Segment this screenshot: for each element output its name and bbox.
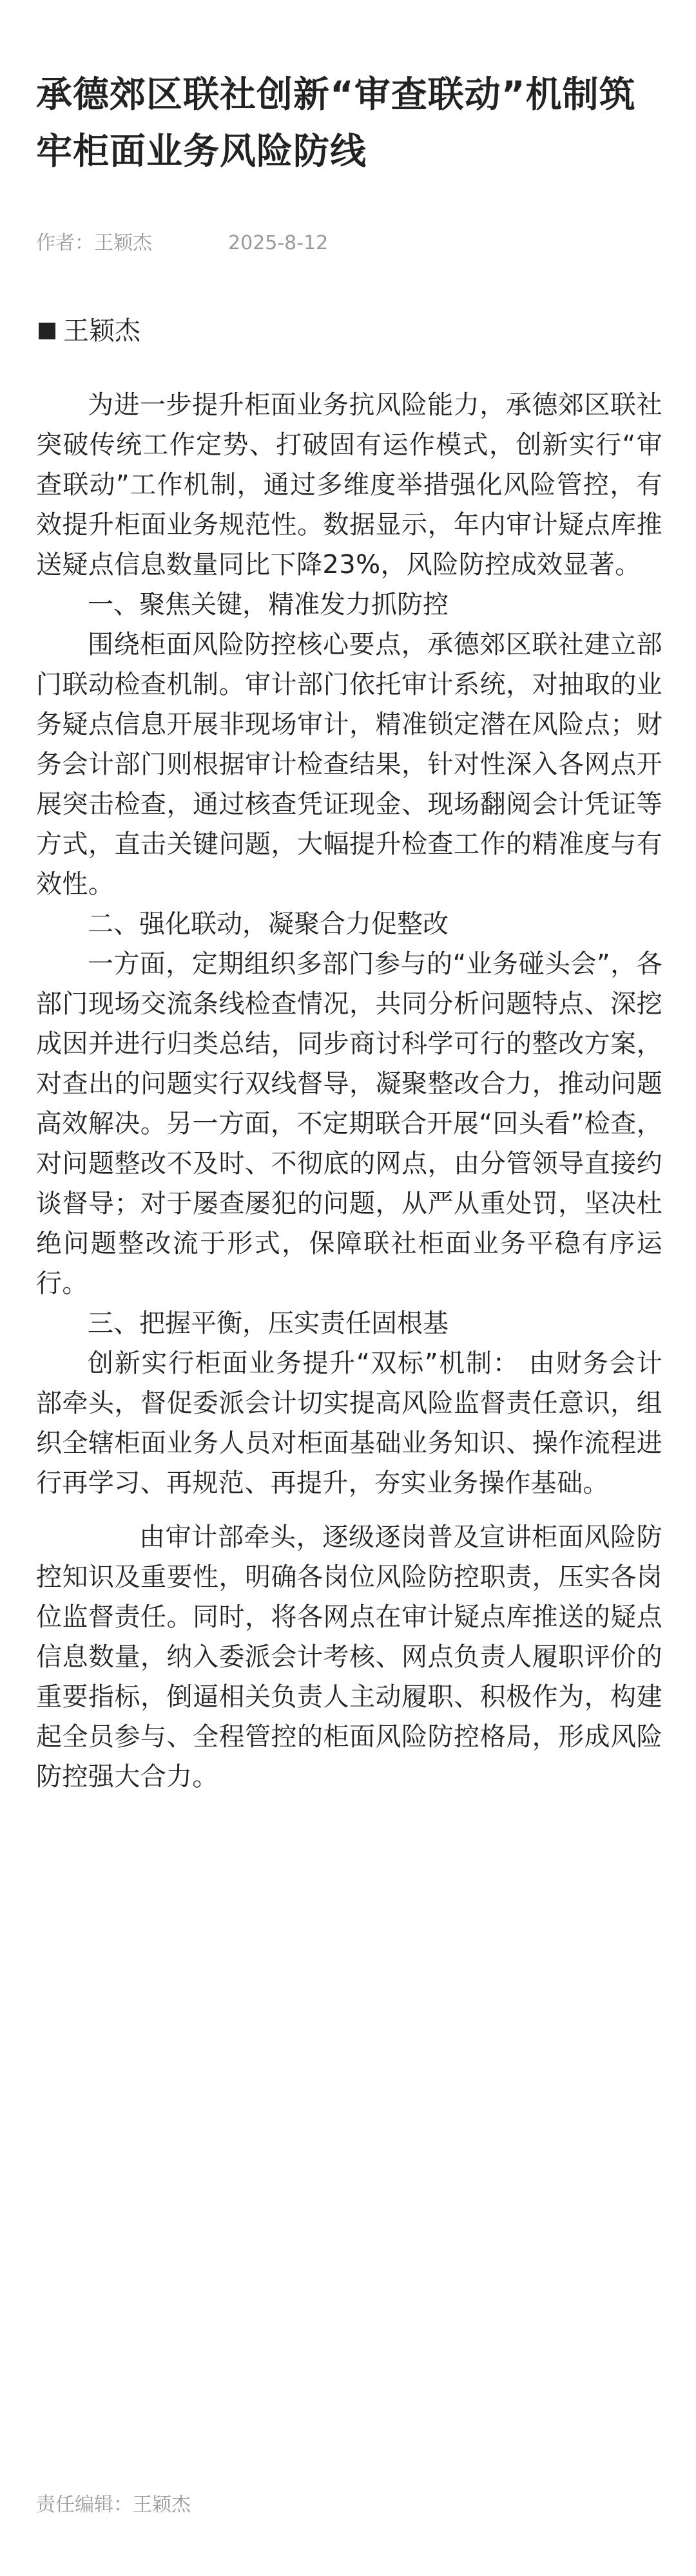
section-3-paragraph-1: 创新实行柜面业务提升“双标”机制： 由财务会计部牵头，督促委派会计切实提高风险监督责任意识，组织全辖柜面业务人员对柜面基础业务知识、操作流程进行再学习、再规范、再提升，夯实业务操作基础。 [36,1349,662,1498]
byline-name: 王颖杰 [63,316,140,346]
article-meta [36,231,662,256]
square-bullet-icon [39,323,55,339]
section-1-paragraph: 围绕柜面风险防控核心要点，承德郊区联社建立部门联动检查机制。审计部门依托审计系统，对抽取的业务疑点信息开展非现场审计，精准锁定潜在风险点；财务会计部门则根据审计检查结果，针对性深入各网点开展突击检查，通过核查凭证现金、现场翻阅会计凭证等方式，直击关键问题，大幅提升检查工作的精准度与有效性。 [36,630,662,899]
section-heading-3: 三、把握平衡，压实责任固根基 [88,1309,449,1338]
section-heading-1: 一、聚焦关键，精准发力抓防控 [88,590,449,620]
article-body [36,385,662,1797]
responsible-editor: 责任编辑：王颖杰 [36,2494,191,2516]
meta-date: 2025-8-12 [228,232,329,254]
meta-author: 作者：王颖杰 [36,232,152,254]
article-title: 承德郊区联社创新“审查联动”机制筑牢柜面业务风险防线 [36,74,636,173]
intro-paragraph: 为进一步提升柜面业务抗风险能力，承德郊区联社突破传统工作定势、打破固有运作模式，创新实行“审查联动”工作机制，通过多维度举措强化风险管控，有效提升柜面业务规范性。数据显示，年内审计疑点库推送疑点信息数量同比下降23%，风险防控成效显著。 [36,390,662,580]
section-2-paragraph: 一方面，定期组织多部门参与的“业务碰头会”，各部门现场交流条线检查情况，共同分析问题特点、深挖成因并进行归类总结，同步商讨科学可行的整改方案，对查出的问题实行双线督导，凝聚整改合力，推动问题高效解决。另一方面，不定期联合开展“回头看”检查，对问题整改不及时、不彻底的网点，由分管领导直接约谈督导；对于屡查屡犯的问题，从严从重处罚，坚决杜绝问题整改流于形式，保障联社柜面业务平稳有序运行。 [36,949,662,1298]
byline [36,313,662,349]
section-heading-2: 二、强化联动，凝聚合力促整改 [88,909,449,939]
section-3-paragraph-2: 由审计部牵头，逐级逐岗普及宣讲柜面风险防控知识及重要性，明确各岗位风险防控职责，压实各岗位监督责任。同时，将各网点在审计疑点库推送的疑点信息数量，纳入委派会计考核、网点负责人履职评价的重要指标，倒逼相关负责人主动履职、积极作为，构建起全员参与、全程管控的柜面风险防控格局，形成风险防控强大合力。 [36,1522,662,1792]
